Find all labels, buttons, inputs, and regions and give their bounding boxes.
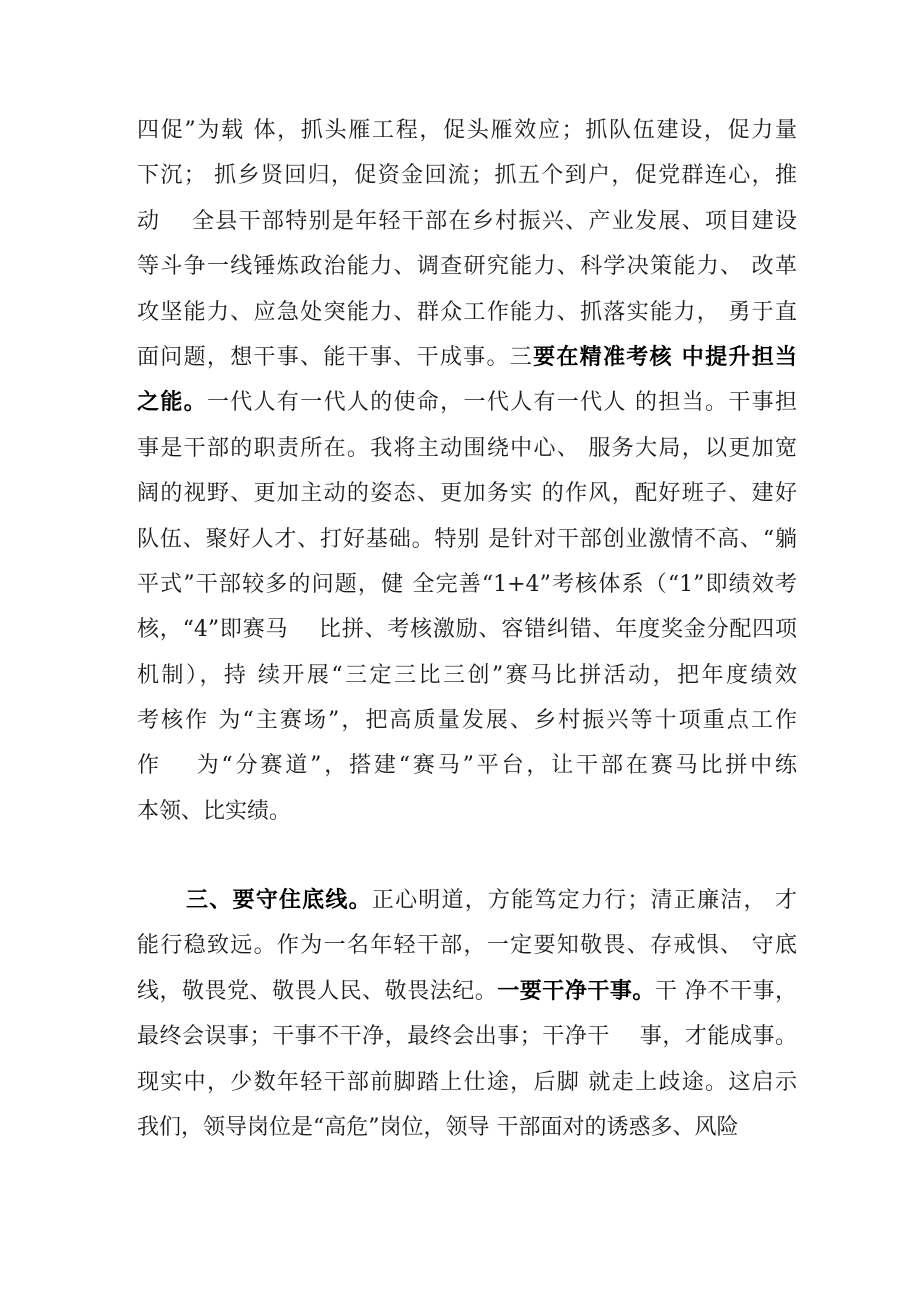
bold-text-segment: 要在精准考核 中提升担当 (533, 343, 797, 370)
text-segment: 现实中，少数年轻干部前脚踏上仕途，后脚 就走上歧途。这启示 (137, 1069, 797, 1095)
text-line (137, 426, 797, 471)
text-line (137, 471, 797, 516)
text-line (137, 607, 797, 652)
text-segment: 攻坚能力、应急处突能力、群众工作能力、抓落实能力， 勇于直 (137, 299, 797, 325)
text-line (137, 244, 797, 289)
paragraph-2 (137, 878, 797, 1150)
text-segment: 本领、比实绩。 (137, 798, 292, 824)
text-segment: 线，敬畏党、敬畏人民、敬畏法纪。 (137, 978, 498, 1004)
text-segment: 干 净不干事， (654, 978, 797, 1004)
paragraph-1 (137, 108, 797, 834)
text-segment: 最终会误事；干事不干净，最终会出事；干净干 事，才能成事。 (137, 1024, 797, 1050)
text-line (137, 653, 797, 698)
text-segment: 我们，领导岗位是“高危”岗位，领导 干部面对的诱惑多、风险 (137, 1114, 739, 1140)
bold-text-segment: 一要干净干事。 (497, 977, 655, 1004)
text-line (137, 108, 797, 153)
text-segment: 事是干部的职责所在。我将主动围绕中心、 服务大局，以更加宽 (137, 435, 797, 461)
text-line (137, 969, 797, 1014)
text-line (137, 380, 797, 425)
text-line (137, 1060, 797, 1105)
text-segment: 四促”为载 体，抓头雁工程，促头雁效应；抓队伍建设，促力量 (137, 118, 797, 143)
text-line (137, 335, 797, 380)
text-segment: 机制），持 续开展“三定三比三创”赛马比拼活动，把年度绩效 (137, 662, 797, 688)
text-segment: 作 为“分赛道”，搭建“赛马”平台，让干部在赛马比拼中练 (137, 753, 797, 779)
text-segment: 下沉； 抓乡贤回归，促资金回流；抓五个到户，促党群连心，推 (137, 163, 797, 189)
text-segment: 正心明道，方能笃定力行；清正廉洁， 才 (371, 888, 797, 913)
text-segment: 考核作 为“主赛场”，把高质量发展、乡村振兴等十项重点工作 (137, 708, 797, 734)
text-line (137, 698, 797, 743)
text-line (137, 743, 797, 788)
text-line (137, 1014, 797, 1059)
text-line (137, 517, 797, 562)
text-segment: 能行稳致远。作为一名年轻干部，一定要知敬畏、存戒惧、 守底 (137, 933, 797, 959)
bold-text-segment: 之能。 (137, 389, 207, 416)
text-segment: 一代人有一代人的使命，一代人有一代人 的担当。干事担 (206, 390, 797, 416)
bold-text-segment: 三、要守住底线。 (186, 887, 372, 913)
text-segment: 等斗争一线锤炼政治能力、调查研究能力、科学决策能力、 改革 (137, 254, 797, 280)
text-segment: 队伍、聚好人才、打好基础。特别 是针对干部创业激情不高、“躺 (137, 526, 797, 552)
text-segment: 核，“4”即赛马 比拼、考核激励、容错纠错、年度奖金分配四项 (137, 617, 797, 643)
text-line (137, 1105, 797, 1150)
text-line (137, 199, 797, 244)
text-segment: 平式”干部较多的问题，健 全完善“1+4”考核体系（“1”即绩效考 (137, 571, 797, 597)
text-segment: 阔的视野、更加主动的姿态、更加务实 的作风，配好班子、建好 (137, 481, 797, 507)
text-line (137, 562, 797, 607)
text-segment: 面问题，想干事、能干事、干成事。三 (137, 344, 534, 370)
text-segment: 动 全县干部特别是年轻干部在乡村振兴、产业发展、项目建设 (137, 208, 797, 234)
text-line (137, 153, 797, 198)
text-line (137, 923, 797, 968)
text-line (137, 878, 797, 923)
text-line (137, 789, 797, 834)
text-line (137, 290, 797, 335)
